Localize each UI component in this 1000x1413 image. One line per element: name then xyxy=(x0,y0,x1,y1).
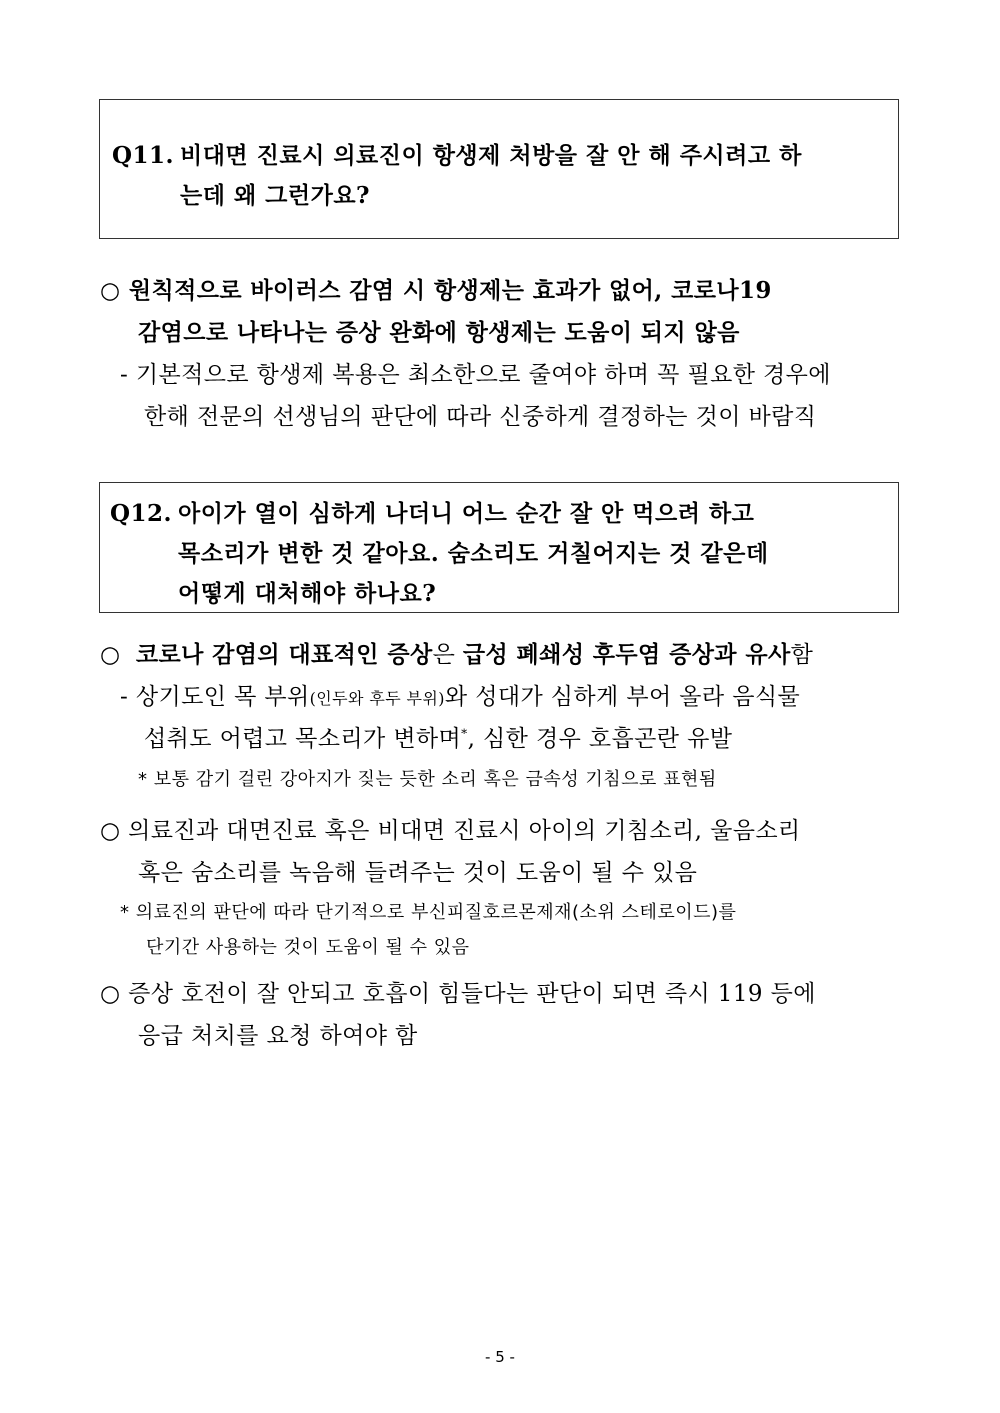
answer-bullet: ○ 원칙적으로 바이러스 감염 시 항생제는 효과가 없어, 코로나19 xyxy=(100,277,772,304)
answer-bullet: ○ 코로나 감염의 대표적인 증상은 급성 폐쇄성 후두염 증상과 유사함 xyxy=(100,641,814,668)
answer-bullet: ○ 의료진과 대면진료 혹은 비대면 진료시 아이의 기침소리, 울음소리 xyxy=(100,818,801,844)
question-number: Q11. xyxy=(112,142,175,169)
answer-bullet-continuation: 응급 처치를 요청 하여야 함 xyxy=(138,1023,418,1049)
question-q12-line1: Q12. 아이가 열이 심하게 나더니 어느 순간 잘 안 먹으려 하고 xyxy=(110,500,755,527)
answer-bullet-continuation: 혹은 숨소리를 녹음해 들려주는 것이 도움이 될 수 있음 xyxy=(138,860,698,886)
answer-sub-item: - 상기도인 목 부위(인두와 후두 부위)와 성대가 심하게 부어 올라 음식물 xyxy=(120,684,801,710)
answer-sub-item-continuation: 섭취도 어렵고 목소리가 변하며*, 심한 경우 호흡곤란 유발 xyxy=(144,726,733,752)
answer-bullet: ○ 증상 호전이 잘 안되고 호흡이 힘들다는 판단이 되면 즉시 119 등에 xyxy=(100,981,816,1007)
question-q11-line2: 는데 왜 그런가요? xyxy=(180,182,371,209)
footnote: * 보통 감기 걸린 강아지가 짖는 듯한 소리 혹은 금속성 기침으로 표현됨 xyxy=(138,769,717,790)
question-q12-line3: 어떻게 대처해야 하나요? xyxy=(178,580,437,607)
answer-sub-item-continuation: 한해 전문의 선생님의 판단에 따라 신중하게 결정하는 것이 바람직 xyxy=(144,404,817,430)
question-q11-line1: Q11. 비대면 진료시 의료진이 항생제 처방을 잘 안 해 주시려고 하 xyxy=(112,142,802,169)
footnote: * 의료진의 판단에 따라 단기적으로 부신피질호르몬제재(소위 스테로이드)를 xyxy=(120,902,737,923)
footnote-continuation: 단기간 사용하는 것이 도움이 될 수 있음 xyxy=(146,937,470,958)
footnote-marker: * xyxy=(461,726,468,741)
question-number: Q12. xyxy=(110,500,173,527)
answer-sub-item: - 기본적으로 항생제 복용은 최소한으로 줄여야 하며 꼭 필요한 경우에 xyxy=(120,362,831,388)
answer-bullet-continuation: 감염으로 나타나는 증상 완화에 항생제는 도움이 되지 않음 xyxy=(138,319,740,346)
question-q12-line2: 목소리가 변한 것 같아요. 숨소리도 거칠어지는 것 같은데 xyxy=(178,540,769,567)
page-number: - 5 - xyxy=(485,1348,515,1366)
